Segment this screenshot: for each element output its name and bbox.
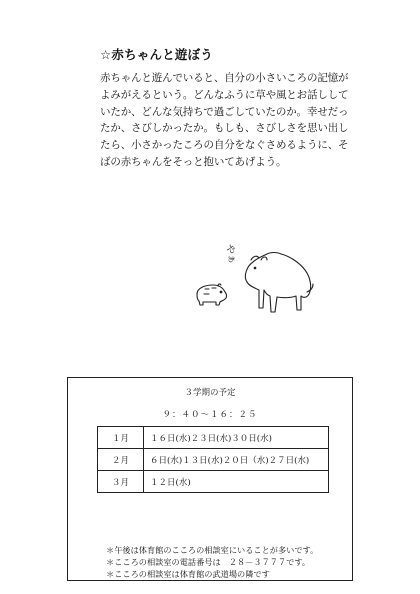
month-cell: ３月 [98, 471, 144, 493]
article-line: たか、さびしかったか。もしも、さびしさを思い出し [100, 122, 349, 135]
article-line: よみがえるという。どんなふうに草や風とお話しして [100, 88, 349, 101]
baby-tapir-icon [197, 284, 227, 305]
schedule-hours: ９：４０〜１６：２５ [162, 410, 258, 420]
month-cell: ２月 [98, 449, 144, 471]
speech-text: やぁ [223, 243, 238, 265]
dates-cell: １６日(水)２３日(水)３０日(水) [144, 427, 329, 449]
article-line: たら、小さかったころの自分をなぐさめるように、そ [100, 139, 349, 152]
article-line: いたか、どんな気持ちで過ごしていたのか。幸せだっ [100, 105, 349, 118]
note-line: ＊午後は体育館のこころの相談室にいることが多いです。 [106, 545, 319, 555]
schedule-table [97, 426, 329, 493]
schedule-box [67, 377, 353, 581]
article-line: ばの赤ちゃんをそっと抱いてあげよう。 [100, 155, 287, 168]
month-cell: １月 [98, 427, 144, 449]
table-row [98, 427, 329, 449]
schedule-notes [106, 544, 318, 580]
dates-cell: ６日(水)１３日(水)２０日（水)２７日(水) [144, 449, 329, 471]
article-heading: ☆赤ちゃんと遊ぼう [100, 47, 214, 62]
parent-tapir-icon [245, 253, 313, 313]
schedule-title: ３学期の予定 [184, 388, 236, 398]
note-line: ＊こころの相談室の電話番号は ２８－３７７７です。 [106, 557, 311, 567]
article-line: 赤ちゃんと遊んでいると、自分の小さいころの記憶が [100, 72, 349, 84]
article-body [100, 70, 349, 171]
tapir-illustration [185, 232, 325, 327]
dates-cell: １２日(水) [144, 471, 329, 493]
table-row [98, 449, 329, 471]
note-line: ＊こころの相談室は体育館の武道場の隣です [106, 569, 270, 579]
table-row [98, 471, 329, 493]
